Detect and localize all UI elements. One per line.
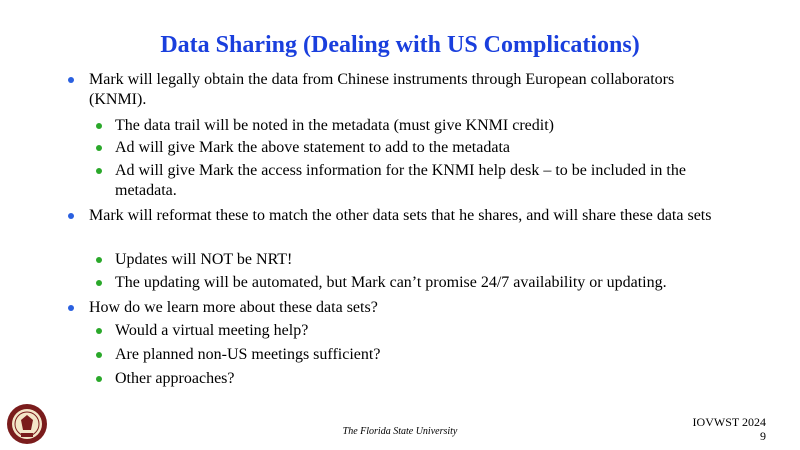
bullet-text: Ad will give Mark the above statement to add to the metadata <box>115 139 510 156</box>
bullet-dot-icon <box>68 305 74 311</box>
bullet-item <box>115 369 735 389</box>
bullet-dot-icon <box>96 352 102 358</box>
bullet-dot-icon <box>96 280 102 286</box>
bullet-item <box>89 298 729 318</box>
slide-title: Data Sharing (Dealing with US Complications) <box>160 32 640 58</box>
footer-institution: The Florida State University <box>342 426 458 437</box>
bullet-item <box>115 321 735 341</box>
footer-info <box>693 415 766 443</box>
bullet-text: How do we learn more about these data sets? <box>89 299 378 316</box>
bullet-item <box>89 206 729 226</box>
bullet-item <box>115 345 735 365</box>
bullet-dot-icon <box>96 168 102 174</box>
bullet-item <box>115 250 735 270</box>
bullet-item <box>115 273 735 293</box>
bullet-dot-icon <box>96 145 102 151</box>
bullet-dot-icon <box>96 257 102 263</box>
page-number: 9 <box>760 429 766 443</box>
bullet-dot-icon <box>68 77 74 83</box>
bullet-dot-icon <box>96 123 102 129</box>
bullet-item <box>115 161 735 201</box>
bullet-text: Mark will legally obtain the data from Chinese instruments through European collaborators (KNMI). <box>89 71 675 108</box>
bullet-text: The data trail will be noted in the metadata (must give KNMI credit) <box>115 117 554 134</box>
footer-event: IOVWST 2024 <box>692 415 766 429</box>
fsu-seal-logo <box>6 403 48 445</box>
bullet-item <box>89 70 729 110</box>
bullet-text: Mark will reformat these to match the other data sets that he shares, and will share these data sets <box>89 207 712 224</box>
bullet-item <box>115 116 735 136</box>
bullet-text: The updating will be automated, but Mark can’t promise 24/7 availability or updating. <box>115 274 667 291</box>
bullet-text: Would a virtual meeting help? <box>115 322 309 339</box>
bullet-text: Ad will give Mark the access information for the KNMI help desk – to be included in the metadata. <box>115 162 686 199</box>
bullet-dot-icon <box>68 213 74 219</box>
bullet-dot-icon <box>96 376 102 382</box>
bullet-text: Are planned non-US meetings sufficient? <box>115 346 381 363</box>
bullet-text: Other approaches? <box>115 370 235 387</box>
bullet-item <box>115 138 735 158</box>
bullet-text: Updates will NOT be NRT! <box>115 251 293 268</box>
bullet-dot-icon <box>96 328 102 334</box>
